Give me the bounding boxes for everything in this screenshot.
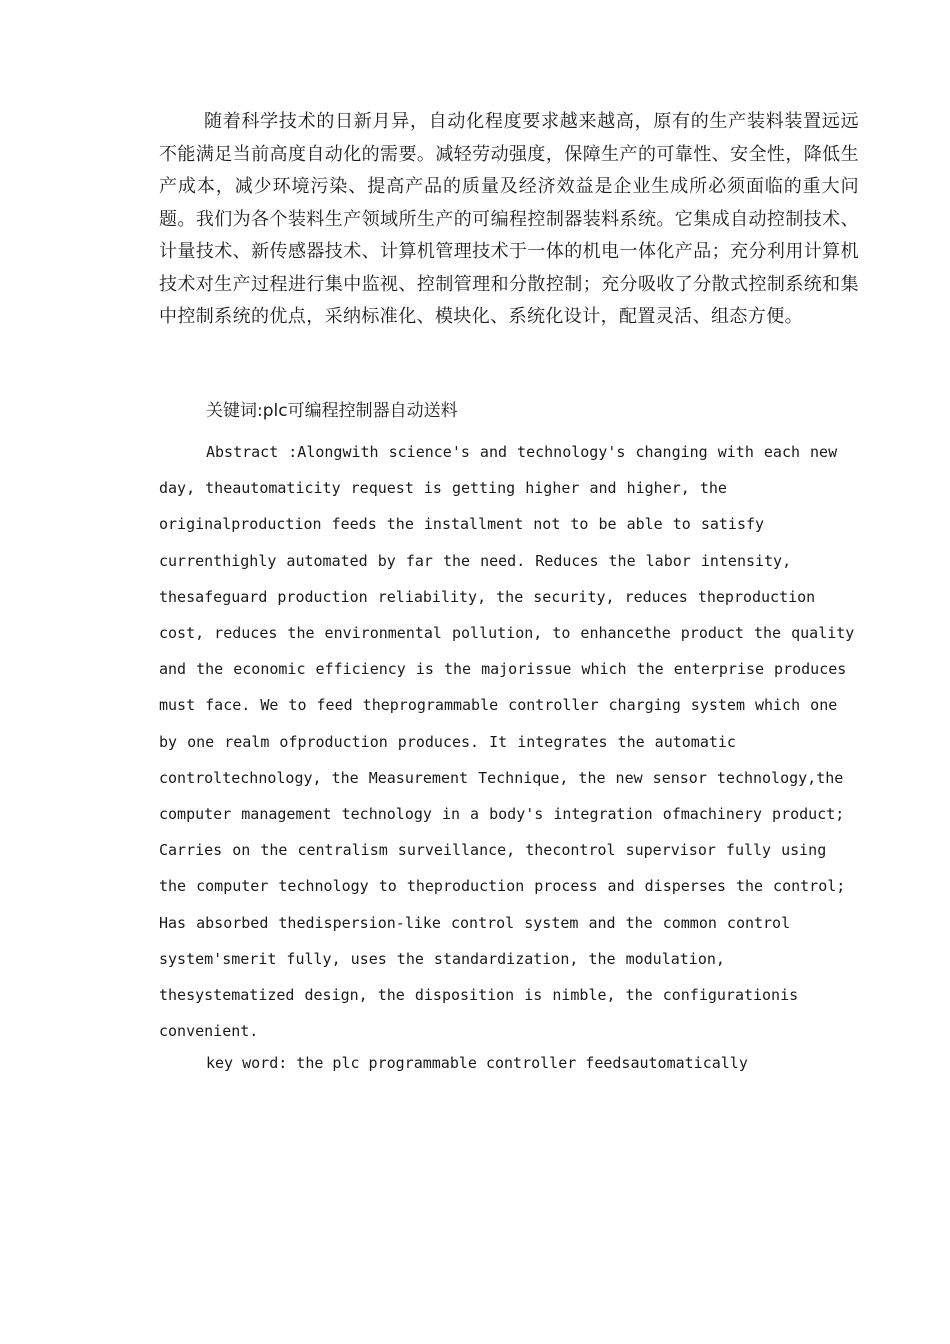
english-abstract-paragraph: Abstract :Alongwith science's and technology's changing with each new day, theautomaticity request is getting higher and higher, the originalproduction feeds the installment not to be able to satisfy currenthighly automated by far the need. Reduces the labor intensity, thesafeguard production reliability, the security, reduces theproduction cost, reduces the environmental pollution, to enhancethe product the quality and the economic efficiency is the majorissue which the enterprise produces must face. We to feed theprogrammable controller charging system which one by one realm ofproduction produces. It integrates the automatic controltechnology, the Measurement Technique, the new sensor technology,the computer management technology in a body's integration ofmachinery product; Carries on the centralism surveillance, thecontrol supervisor fully using the computer technology to theproduction process and disperses the control; Has absorbed thedispersion-like control system and the common control system'smerit fully, uses the standardization, the modulation, thesystematized design, the disposition is nimble, the configurationis convenient. (159, 443, 855, 1041)
chinese-keywords-line: 关键词:plc可编程控制器自动送料 (206, 401, 458, 421)
chinese-abstract-paragraph: 随着科学技术的日新月异，自动化程度要求越来越高，原有的生产装料装置远远不能满足当前高度自动化的需要。减轻劳动强度，保障生产的可靠性、安全性，降低生产成本，减少环境污染、提高产品的质量及经济效益是企业生成所必须面临的重大问题。我们为各个装料生产领域所生产的可编程控制器装料系统。它集成自动控制技术、计量技术、新传感器技术、计算机管理技术于一体的机电一体化产品；充分利用计算机技术对生产过程进行集中监视、控制管理和分散控制；充分吸收了分散式控制系统和集中控制系统的优点，采纳标准化、模块化、系统化设计，配置灵活、组态方便。 (159, 111, 859, 327)
english-keywords-line: key word: the plc programmable controller feedsautomatically (206, 1054, 748, 1072)
